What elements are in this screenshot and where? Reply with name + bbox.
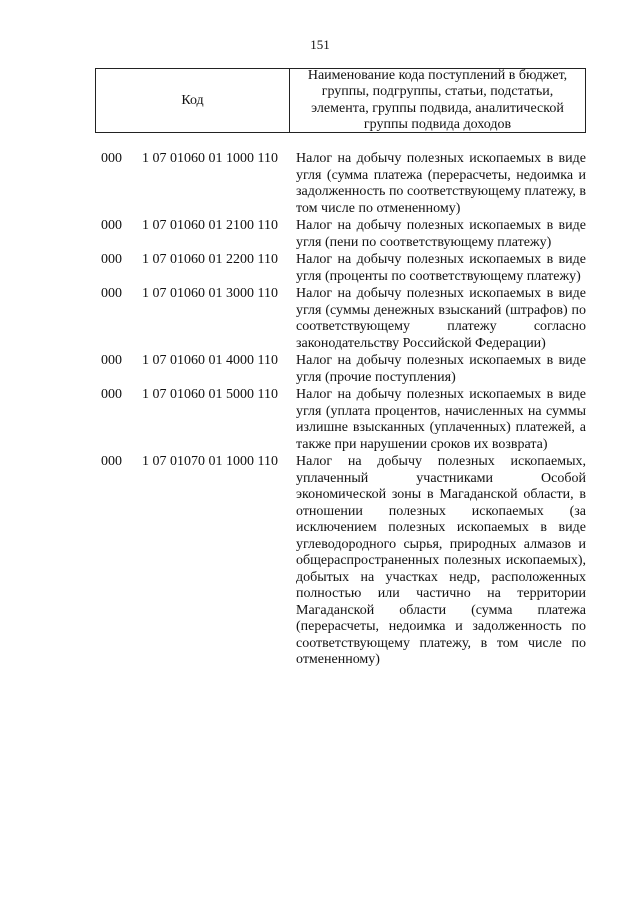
header-code-column: Код — [96, 69, 290, 132]
table-body — [0, 151, 640, 670]
table-row — [0, 151, 640, 217]
row-revenue-code: 1 07 01060 01 2100 110 — [142, 218, 278, 233]
row-description: Налог на добычу полезных ископаемых в виде угля (пени по соответствующему платежу) — [296, 218, 586, 250]
row-admin-code: 000 — [101, 252, 122, 267]
row-admin-code: 000 — [101, 454, 122, 469]
table-row — [0, 252, 640, 285]
row-admin-code: 000 — [101, 353, 122, 368]
row-admin-code: 000 — [101, 387, 122, 402]
table-row — [0, 454, 640, 669]
table-row — [0, 218, 640, 251]
page-number: 151 — [310, 37, 330, 52]
row-revenue-code: 1 07 01060 01 4000 110 — [142, 353, 278, 368]
row-description: Налог на добычу полезных ископаемых в виде угля (уплата процентов, начисленных на суммы излишне взысканных (уплаченных) платежей, а также при нарушении сроков их возврата) — [296, 387, 586, 452]
row-revenue-code: 1 07 01060 01 1000 110 — [142, 151, 278, 166]
row-admin-code: 000 — [101, 151, 122, 166]
row-description: Налог на добычу полезных ископаемых в виде угля (сумма платежа (перерасчеты, недоимка и задолженность по соответствующему платежу, в том числе по отмененному) — [296, 151, 586, 216]
table-row — [0, 286, 640, 352]
row-description: Налог на добычу полезных ископаемых в виде угля (проценты по соответствующему платежу) — [296, 252, 586, 284]
table-row — [0, 387, 640, 453]
row-revenue-code: 1 07 01070 01 1000 110 — [142, 454, 278, 469]
row-admin-code: 000 — [101, 218, 122, 233]
row-revenue-code: 1 07 01060 01 2200 110 — [142, 252, 278, 267]
row-description: Налог на добычу полезных ископаемых, уплаченный участниками Особой экономической зоны в Магаданской области, в отношении полезных ископаемых (за исключением полезных ископаемых в виде углеводородного сырья, природных алмазов и общераспространенных полезных ископаемых), добытых на участках недр, расположенных полностью или частично на территории Магаданской области (сумма платежа (перерасчеты, недоимка и задолженность по соответствующему платежу, в том числе по отмененному) — [296, 454, 586, 667]
row-revenue-code: 1 07 01060 01 3000 110 — [142, 286, 278, 301]
row-revenue-code: 1 07 01060 01 5000 110 — [142, 387, 278, 402]
row-admin-code: 000 — [101, 286, 122, 301]
table-header — [95, 68, 586, 133]
row-description: Налог на добычу полезных ископаемых в виде угля (суммы денежных взысканий (штрафов) по соответствующему платежу согласно законодательству Российской Федерации) — [296, 286, 586, 351]
table-row — [0, 353, 640, 386]
header-name-column: Наименование кода поступлений в бюджет, группы, подгруппы, статьи, подстатьи, элемента, группы подвида, аналитической группы подвида доходов — [307, 67, 568, 132]
row-description: Налог на добычу полезных ископаемых в виде угля (прочие поступления) — [296, 353, 586, 385]
